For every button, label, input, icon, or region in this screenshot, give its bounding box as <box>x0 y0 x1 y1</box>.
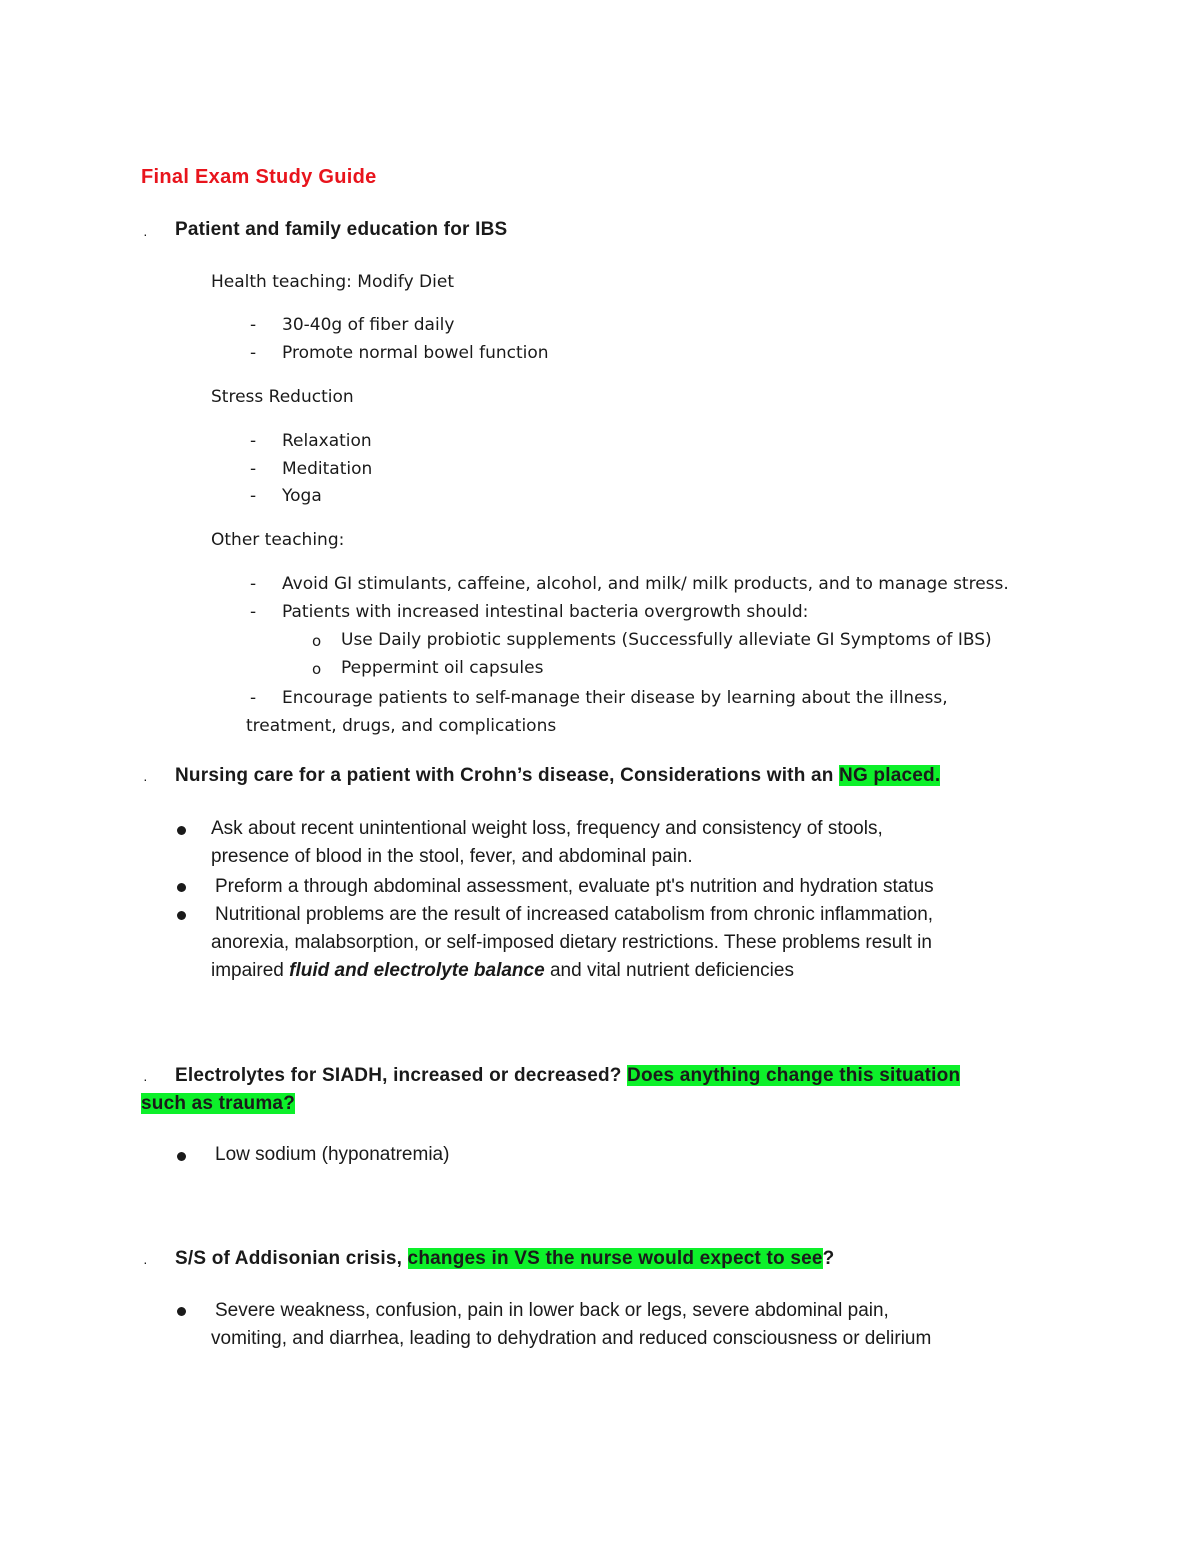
section-marker: · <box>143 1254 148 1270</box>
dash-marker: - <box>250 343 257 363</box>
section-marker: · <box>143 226 148 242</box>
section-marker: · <box>143 1071 148 1087</box>
emphasized-text: fluid and electrolyte balance <box>289 960 545 981</box>
section-heading-siadh: Electrolytes for SIADH, increased or decreased? Does anything change this situation <box>175 1065 961 1086</box>
bullet-text-continued: vomiting, and diarrhea, leading to dehydration and reduced consciousness or delirium <box>211 1328 932 1349</box>
section-marker: · <box>143 771 148 787</box>
bullet-icon <box>177 826 186 835</box>
bullet-text: Nutritional problems are the result of increased catabolism from chronic inflammation, <box>215 904 934 925</box>
list-item: Meditation <box>282 459 373 479</box>
bullet-text: Severe weakness, confusion, pain in lower back or legs, severe abdominal pain, <box>215 1300 889 1321</box>
highlighted-text: changes in VS the nurse would expect to see <box>407 1248 823 1269</box>
page-title: Final Exam Study Guide <box>141 166 377 188</box>
list-item: Encourage patients to self-manage their disease by learning about the illness, <box>282 688 948 708</box>
dash-marker: - <box>250 688 257 708</box>
bullet-text-continued: presence of blood in the stool, fever, and abdominal pain. <box>211 846 693 867</box>
section-heading-continued <box>141 1093 295 1115</box>
other-label: Other teaching: <box>211 530 345 550</box>
dash-marker: - <box>250 431 257 451</box>
bullet-icon <box>177 1152 186 1161</box>
bullet-text: Ask about recent unintentional weight loss, frequency and consistency of stools, <box>211 818 883 839</box>
o-marker: o <box>312 660 322 678</box>
bullet-text-continued: anorexia, malabsorption, or self-imposed dietary restrictions. These problems result in <box>211 932 932 953</box>
list-item: Avoid GI stimulants, caffeine, alcohol, and milk/ milk products, and to manage stress. <box>282 574 1009 594</box>
bullet-text: Low sodium (hyponatremia) <box>215 1144 450 1165</box>
bullet-icon <box>177 883 186 892</box>
dash-marker: - <box>250 315 257 335</box>
list-item-continued: treatment, drugs, and complications <box>246 716 557 736</box>
stress-label: Stress Reduction <box>211 387 354 407</box>
sub-list-item: Peppermint oil capsules <box>341 658 544 678</box>
section-heading-crohns: Nursing care for a patient with Crohn’s disease, Considerations with an NG placed. <box>175 765 941 786</box>
o-marker: o <box>312 632 322 650</box>
bullet-text: Preform a through abdominal assessment, evaluate pt's nutrition and hydration status <box>215 876 934 897</box>
section-heading-addison: S/S of Addisonian crisis, changes in VS the nurse would expect to see? <box>175 1248 835 1269</box>
bullet-icon <box>177 1307 186 1316</box>
dash-marker: - <box>250 486 257 506</box>
section-heading-ibs: Patient and family education for IBS <box>175 219 508 240</box>
highlighted-text: such as trauma? <box>141 1093 295 1114</box>
diet-label: Health teaching: Modify Diet <box>211 272 454 292</box>
dash-marker: - <box>250 459 257 479</box>
sub-list-item: Use Daily probiotic supplements (Successfully alleviate GI Symptoms of IBS) <box>341 630 992 650</box>
dash-marker: - <box>250 574 257 594</box>
bullet-icon <box>177 911 186 920</box>
highlighted-text: NG placed. <box>839 765 941 786</box>
bullet-text-continued: impaired fluid and electrolyte balance and vital nutrient deficiencies <box>211 960 794 981</box>
list-item: Patients with increased intestinal bacteria overgrowth should: <box>282 602 809 622</box>
list-item: 30-40g of fiber daily <box>282 315 455 335</box>
highlighted-text: Does anything change this situation <box>627 1065 961 1086</box>
list-item: Relaxation <box>282 431 372 451</box>
dash-marker: - <box>250 602 257 622</box>
list-item: Yoga <box>282 486 322 506</box>
list-item: Promote normal bowel function <box>282 343 549 363</box>
